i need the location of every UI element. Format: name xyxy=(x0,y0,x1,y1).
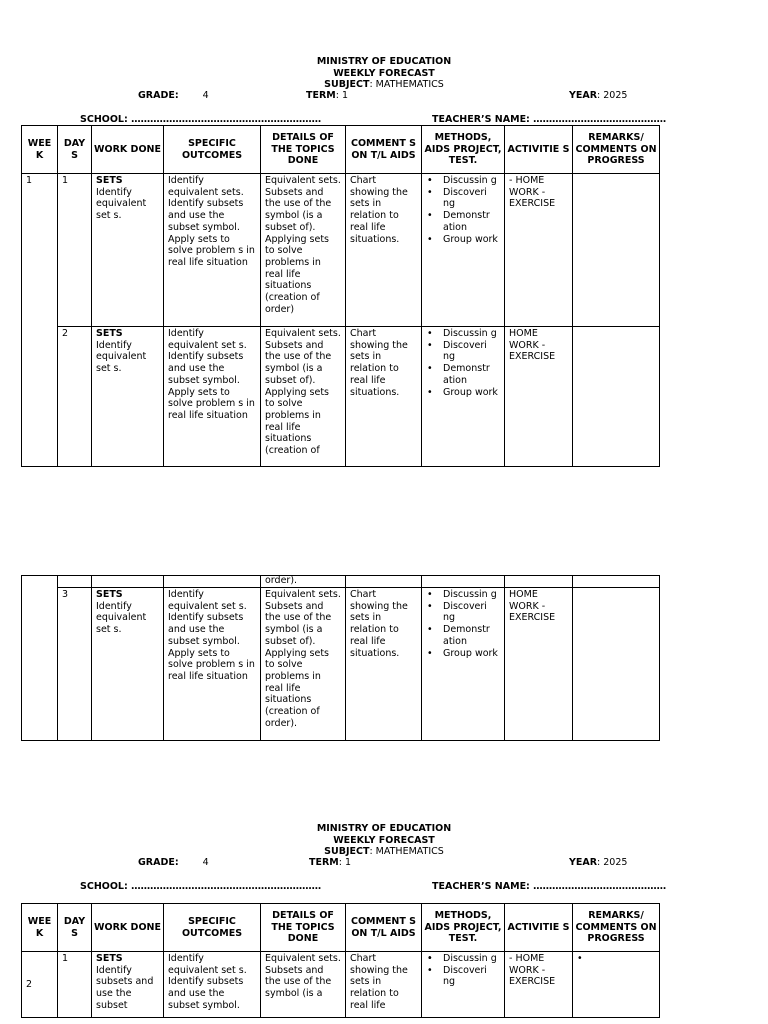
activities-cell xyxy=(505,576,573,588)
work-title: SETS xyxy=(96,589,123,600)
day-cell: 2 xyxy=(58,327,92,467)
teacher-label: TEACHER’S NAME: xyxy=(432,114,534,125)
day-cell: 1 xyxy=(58,174,92,327)
term-label: TERM xyxy=(309,857,339,868)
forecast-table-3 xyxy=(21,903,660,1018)
ministry-title: MINISTRY OF EDUCATION xyxy=(316,823,452,834)
work-title: SETS xyxy=(96,953,123,964)
week-cell: 1 xyxy=(22,174,58,467)
grade-value: 4 xyxy=(202,857,209,868)
teacher-line xyxy=(432,881,666,893)
year-line xyxy=(569,857,627,869)
year-label: YEAR xyxy=(569,90,598,101)
col-remarks: REMARKS/ COMMENTS ON PROGRESS xyxy=(573,126,660,174)
list-item: • Demonstr ation xyxy=(423,210,500,233)
col-specific-outcomes: SPECIFIC OUTCOMES xyxy=(164,126,261,174)
methods-cell xyxy=(422,952,505,1018)
activities-cell: - HOME WORK -EXERCISE xyxy=(505,952,573,1018)
term-value: : 1 xyxy=(335,90,349,101)
aids-cell: Chart showing the sets in relation to real life xyxy=(346,952,422,1018)
table-row xyxy=(22,588,660,741)
subject-line xyxy=(0,846,768,858)
work-done-cell xyxy=(92,327,164,467)
outcomes-cell: Identify equivalent set s. Identify subsets and use the subset symbol. xyxy=(164,952,261,1018)
methods-cell xyxy=(422,327,505,467)
forecast-table-1 xyxy=(21,125,660,467)
list-item: • Discussin g xyxy=(423,328,500,340)
subject-value: : MATHEMATICS xyxy=(369,79,444,90)
col-work-done: WORK DONE xyxy=(92,904,164,952)
col-methods: METHODS, AIDS PROJECT, TEST. xyxy=(422,904,505,952)
work-text: Identify subsets and use the subset xyxy=(96,964,154,1011)
forecast-title: WEEKLY FORECAST xyxy=(333,834,435,846)
col-work-done: WORK DONE xyxy=(92,126,164,174)
col-remarks: REMARKS/ COMMENTS ON PROGRESS xyxy=(573,904,660,952)
table-row xyxy=(22,952,660,1018)
col-days: DAY S xyxy=(58,904,92,952)
details-cell: Equivalent sets. Subsets and the use of the symbol (is a subset of). Applying sets to solve problems in real life situations (creation of order). xyxy=(261,588,346,741)
methods-list xyxy=(423,328,500,398)
list-item: • Demonstr ation xyxy=(423,363,500,386)
subject-value: : MATHEMATICS xyxy=(369,846,444,857)
school-label: SCHOOL: xyxy=(80,114,132,125)
work-text: Identify equivalent set s. xyxy=(96,186,147,222)
outcomes-cell: Identify equivalent sets. Identify subsets and use the subset symbol. Apply sets to solve problem s in real life situation xyxy=(164,174,261,327)
grade-value: 4 xyxy=(202,90,209,101)
list-item: • Discoveri ng xyxy=(423,340,500,363)
header-row xyxy=(22,904,660,952)
outcomes-cell xyxy=(164,576,261,588)
term-line xyxy=(309,857,351,869)
list-item: • Discoveri ng xyxy=(423,601,500,624)
day-cell xyxy=(58,576,92,588)
details-cell: Equivalent sets. Subsets and the use of the symbol (is a subset of). Applying sets to solve problems in real life situations (creation of order) xyxy=(261,174,346,327)
remarks-cell xyxy=(573,174,660,327)
col-comments: COMMENT S ON T/L AIDS xyxy=(346,126,422,174)
teacher-label: TEACHER’S NAME: xyxy=(432,881,534,892)
year-label: YEAR xyxy=(569,857,598,868)
list-item: • Demonstr ation xyxy=(423,624,500,647)
work-title: SETS xyxy=(96,328,123,339)
activities-cell: HOME WORK -EXERCISE xyxy=(505,327,573,467)
list-item: • Group work xyxy=(423,234,500,246)
subject-line xyxy=(0,79,768,91)
aids-cell: Chart showing the sets in relation to real life situations. xyxy=(346,327,422,467)
methods-cell xyxy=(422,174,505,327)
year-line xyxy=(569,90,627,102)
col-week: WEE K xyxy=(22,126,58,174)
teacher-dots: …………………………………… xyxy=(533,881,667,892)
col-specific-outcomes: SPECIFIC OUTCOMES xyxy=(164,904,261,952)
col-comments: COMMENT S ON T/L AIDS xyxy=(346,904,422,952)
work-done-cell xyxy=(92,952,164,1018)
work-text: Identify equivalent set s. xyxy=(96,600,147,636)
methods-cell xyxy=(422,576,505,588)
year-value: : 2025 xyxy=(597,90,628,101)
forecast-table-2 xyxy=(21,575,660,741)
aids-cell: Chart showing the sets in relation to real life situations. xyxy=(346,588,422,741)
col-details: DETAILS OF THE TOPICS DONE xyxy=(261,904,346,952)
work-done-cell xyxy=(92,576,164,588)
remarks-cell xyxy=(573,576,660,588)
ministry-title: MINISTRY OF EDUCATION xyxy=(316,56,452,67)
remarks-cell xyxy=(573,327,660,467)
remarks-cell: • xyxy=(573,952,660,1018)
list-item: • Discoveri ng xyxy=(423,965,500,988)
col-week: WEE K xyxy=(22,904,58,952)
methods-list xyxy=(423,175,500,245)
grade-label: GRADE: xyxy=(138,857,179,868)
work-done-cell xyxy=(92,174,164,327)
forecast-title: WEEKLY FORECAST xyxy=(333,67,435,79)
outcomes-cell: Identify equivalent set s. Identify subsets and use the subset symbol. Apply sets to solve problem s in real life situation xyxy=(164,327,261,467)
day-cell: 1 xyxy=(58,952,92,1018)
grade-label: GRADE: xyxy=(138,90,179,101)
school-label: SCHOOL: xyxy=(80,881,132,892)
methods-cell xyxy=(422,588,505,741)
school-dots: …………………………………………………… xyxy=(131,881,322,892)
subject-label: SUBJECT xyxy=(324,846,370,857)
grade-line xyxy=(138,90,209,102)
col-days: DAY S xyxy=(58,126,92,174)
work-title: SETS xyxy=(96,175,123,186)
methods-list xyxy=(423,589,500,659)
list-item: • Discussin g xyxy=(423,175,500,187)
activities-cell: - HOME WORK -EXERCISE xyxy=(505,174,573,327)
school-dots: …………………………………………………… xyxy=(131,114,322,125)
list-item: • Discussin g xyxy=(423,953,500,965)
work-text: Identify equivalent set s. xyxy=(96,339,147,375)
term-label: TERM xyxy=(306,90,336,101)
year-value: : 2025 xyxy=(597,857,628,868)
term-value: : 1 xyxy=(338,857,352,868)
week-cell: 2 xyxy=(22,952,58,1018)
outcomes-cell: Identify equivalent set s. Identify subsets and use the subset symbol. Apply sets to solve problem s in real life situation xyxy=(164,588,261,741)
term-line xyxy=(306,90,348,102)
details-cell: Equivalent sets. Subsets and the use of the symbol (is a xyxy=(261,952,346,1018)
col-activities: ACTIVITIE S xyxy=(505,126,573,174)
week-cell xyxy=(22,576,58,741)
work-done-cell xyxy=(92,588,164,741)
school-line xyxy=(80,881,321,893)
list-item: • Discussin g xyxy=(423,589,500,601)
table-row xyxy=(22,576,660,588)
col-activities: ACTIVITIE S xyxy=(505,904,573,952)
day-cell: 3 xyxy=(58,588,92,741)
aids-cell: Chart showing the sets in relation to real life situations. xyxy=(346,174,422,327)
col-methods: METHODS, AIDS PROJECT, TEST. xyxy=(422,126,505,174)
col-details: DETAILS OF THE TOPICS DONE xyxy=(261,126,346,174)
table-row xyxy=(22,327,660,467)
remarks-cell xyxy=(573,588,660,741)
list-item: • Group work xyxy=(423,387,500,399)
details-cell: order). xyxy=(261,576,346,588)
methods-list xyxy=(423,953,500,988)
list-item: • Group work xyxy=(423,648,500,660)
table-row xyxy=(22,174,660,327)
subject-label: SUBJECT xyxy=(324,79,370,90)
header-row xyxy=(22,126,660,174)
teacher-dots: …………………………………… xyxy=(533,114,667,125)
details-cell: Equivalent sets. Subsets and the use of the symbol (is a subset of). Applying sets to solve problems in real life situations (creation of xyxy=(261,327,346,467)
aids-cell xyxy=(346,576,422,588)
grade-line xyxy=(138,857,209,869)
list-item: • Discoveri ng xyxy=(423,187,500,210)
activities-cell: HOME WORK -EXERCISE xyxy=(505,588,573,741)
